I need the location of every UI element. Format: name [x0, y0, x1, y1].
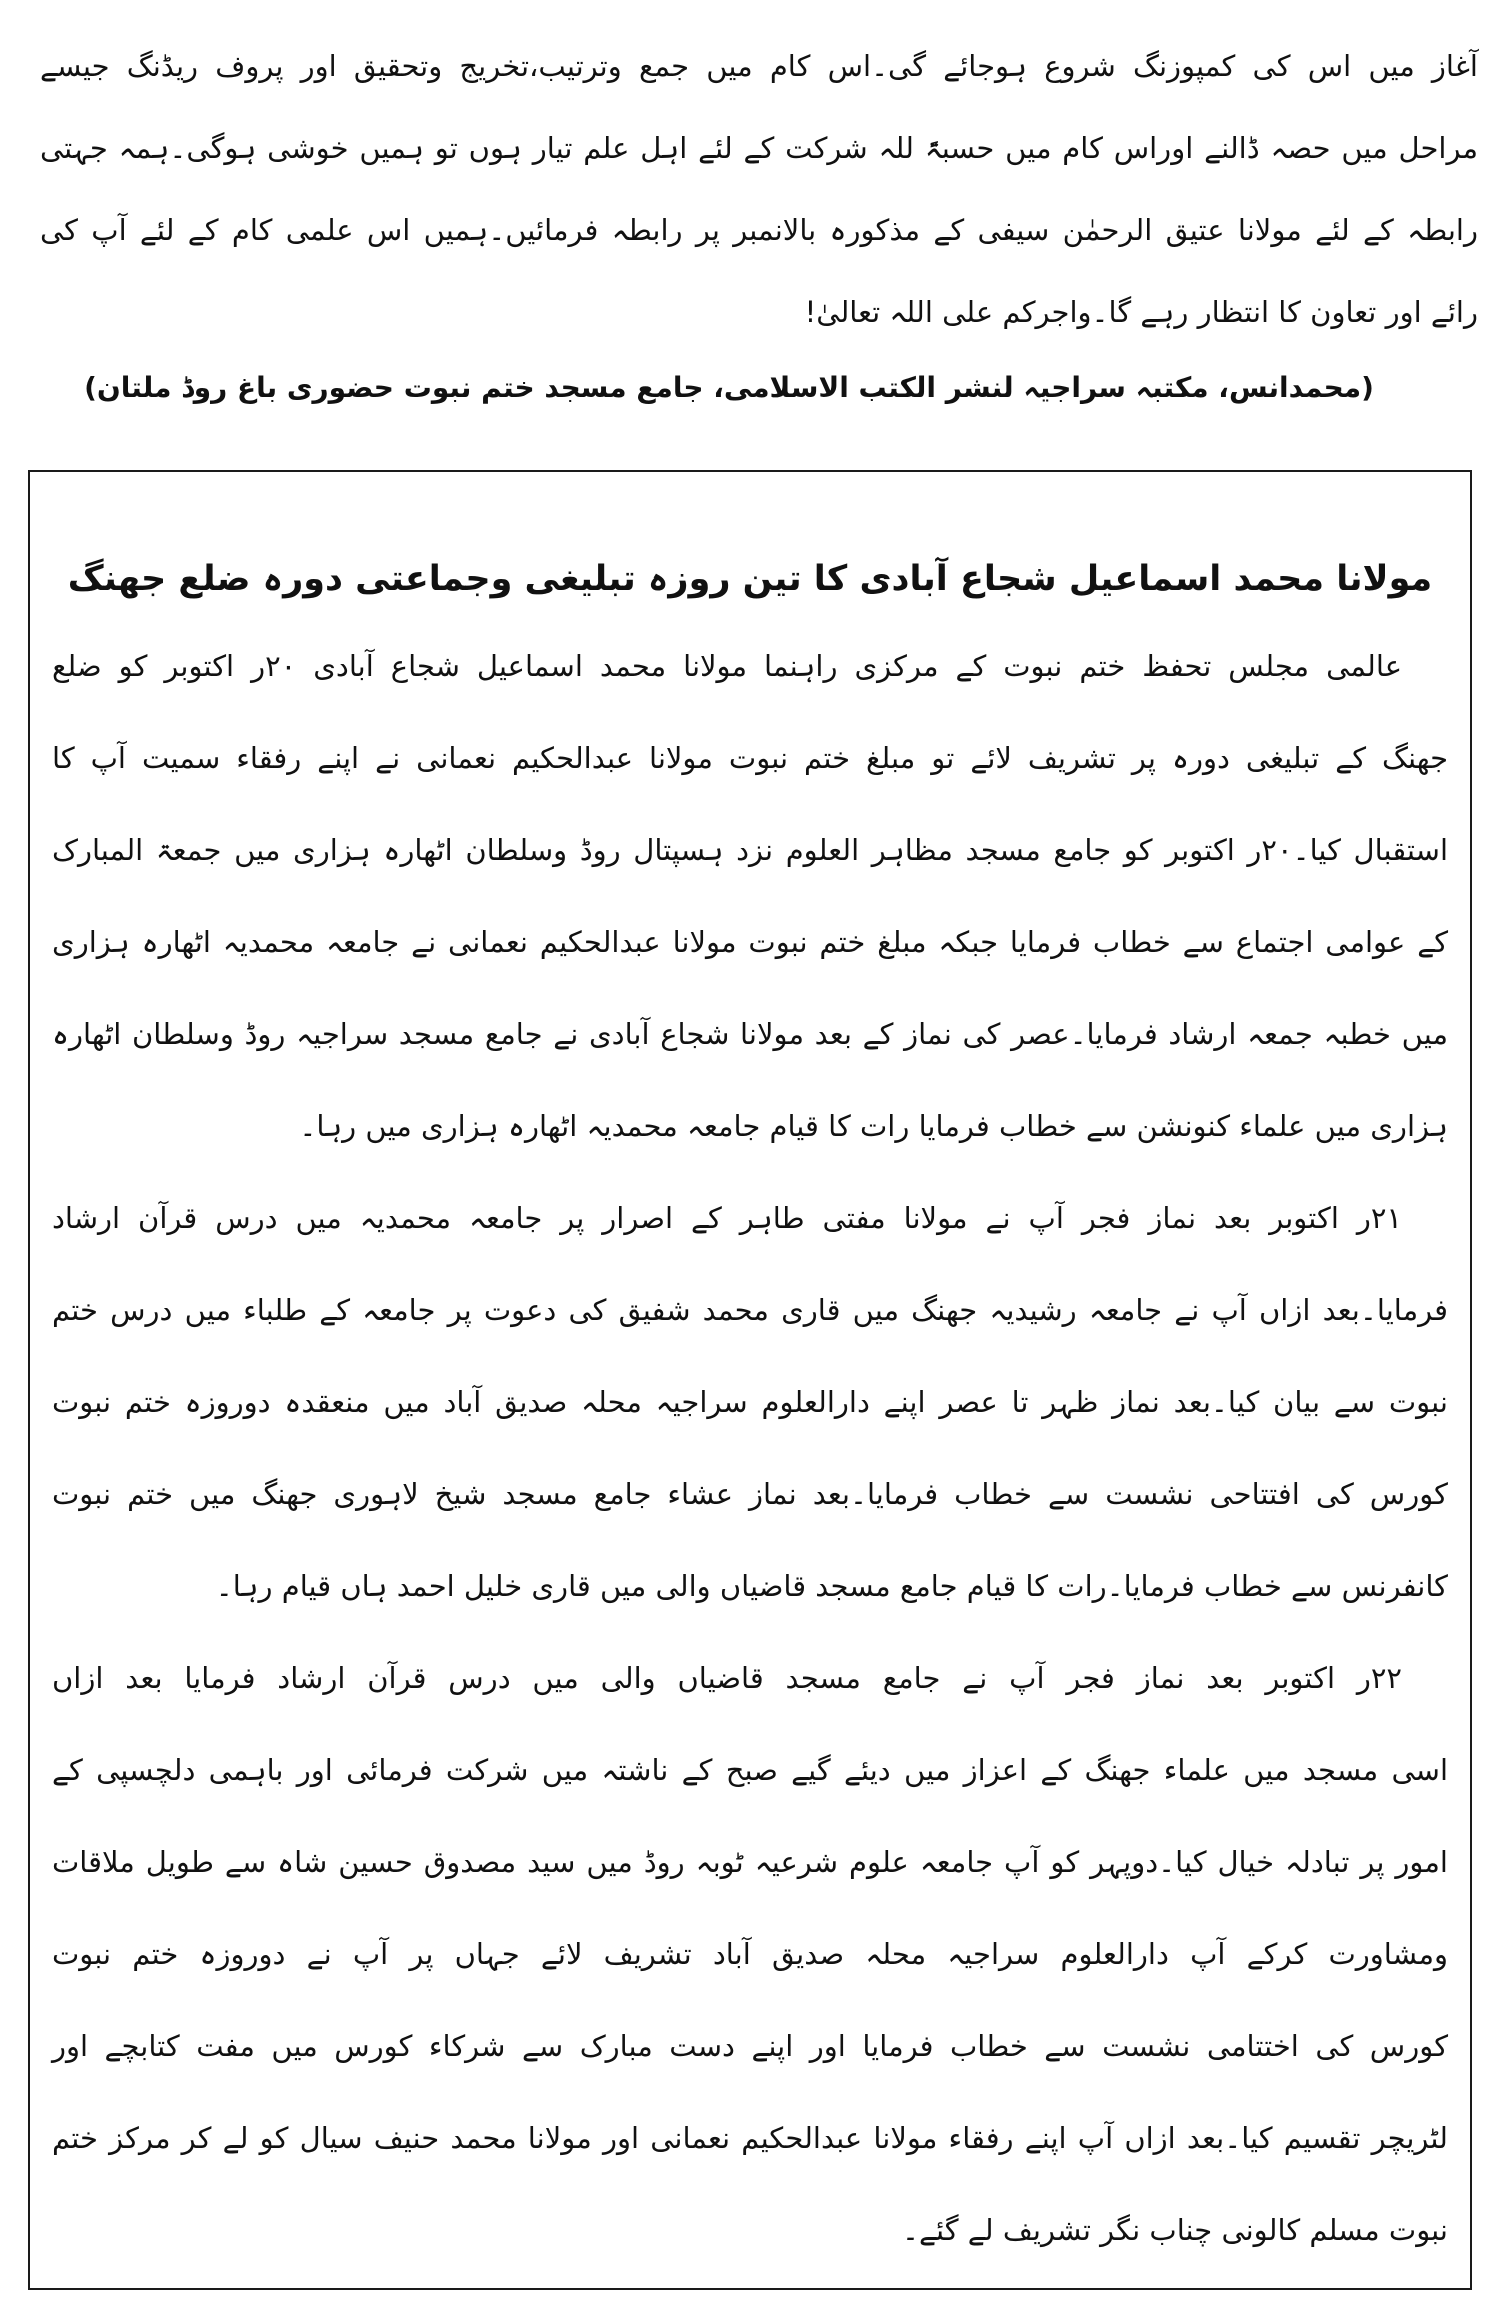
paragraph-line: ۲۱ر اکتوبر بعد نماز فجر آپ نے مولانا مفتی طاہر کے اصرار پر جامعہ محمدیہ میں درس قرآن ارشاد — [52, 1201, 1402, 1235]
paragraph-line: امور پر تبادلہ خیال کیا۔دوپہر کو آپ جامعہ علوم شرعیہ ٹوبہ روڈ میں سید مصدوق حسین شاہ سے طویل ملاقات — [52, 1845, 1448, 1879]
paragraph — [52, 1172, 1448, 1632]
paragraph-line: کورس کی اختتامی نشست سے خطاب فرمایا اور اپنے دست مبارک سے شرکاء کورس میں مفت کتابچے اور — [52, 2029, 1448, 2063]
article-title: مولانا محمد اسماعیل شجاع آبادی کا تین روزہ تبلیغی وجماعتی دورہ ضلع جھنگ — [67, 559, 1433, 599]
intro-line: رابطہ کے لئے مولانا عتیق الرحمٰن سیفی کے مذکورہ بالانمبر پر رابطہ فرمائیں۔ہمیں اس علمی کام کے لئے آپ کی — [40, 213, 1478, 247]
paragraph-line: ہزاری میں علماء کنونشن سے خطاب فرمایا رات کا قیام جامعہ محمدیہ اٹھارہ ہزاری میں رہا۔ — [299, 1109, 1448, 1143]
paragraph-line: نبوت سے بیان کیا۔بعد نماز ظہر تا عصر اپنے دارالعلوم سراجیہ محلہ صدیق آباد میں منعقدہ دوروزہ ختم نبوت — [52, 1385, 1448, 1419]
intro-text-block — [40, 25, 1478, 423]
paragraph-line: اسی مسجد میں علماء جھنگ کے اعزاز میں دیئے گیے صبح کے ناشتہ میں شرکت فرمائی اور باہمی دلچسپی کے — [52, 1753, 1448, 1787]
paragraph-line: نبوت مسلم کالونی چناب نگر تشریف لے گئے۔ — [902, 2213, 1448, 2247]
intro-line: رائے اور تعاون کا انتظار رہے گا۔واجرکم علی اللہ تعالیٰ! — [804, 295, 1478, 329]
paragraph-line: کانفرنس سے خطاب فرمایا۔رات کا قیام جامع مسجد قاضیاں والی میں قاری خلیل احمد ہاں قیام رہا۔ — [215, 1569, 1448, 1603]
paragraph — [52, 1632, 1448, 2276]
attribution: (محمدانس، مکتبہ سراجیہ لنشر الکتب الاسلامی، جامع مسجد ختم نبوت حضوری باغ روڈ ملتان) — [84, 371, 1374, 404]
paragraph — [52, 620, 1448, 1172]
paragraph-line: فرمایا۔بعد ازاں آپ نے جامعہ رشیدیہ جھنگ میں قاری محمد شفیق کی دعوت پر جامعہ کے طلباء میں درس ختم — [52, 1293, 1448, 1327]
paragraph-line: میں خطبہ جمعہ ارشاد فرمایا۔عصر کی نماز کے بعد مولانا شجاع آبادی نے جامع مسجد سراجیہ روڈ وسلطان اٹھارہ — [52, 1017, 1448, 1051]
paragraph-line: لٹریچر تقسیم کیا۔بعد ازاں آپ اپنے رفقاء مولانا عبدالحکیم نعمانی اور مولانا محمد حنیف سیال کو لے کر مرکز ختم — [52, 2121, 1448, 2155]
paragraph-line: ومشاورت کرکے آپ دارالعلوم سراجیہ محلہ صدیق آباد تشریف لائے جہاں پر آپ نے دوروزہ ختم نبوت — [52, 1937, 1448, 1971]
paragraph-line: کورس کی افتتاحی نشست سے خطاب فرمایا۔بعد نماز عشاء جامع مسجد شیخ لاہوری جھنگ میں ختم نبوت — [52, 1477, 1448, 1511]
paragraph-line: جھنگ کے تبلیغی دورہ پر تشریف لائے تو مبلغ ختم نبوت مولانا عبدالحکیم نعمانی نے اپنے رفقاء سمیت آپ کا — [52, 741, 1448, 775]
paragraph-line: عالمی مجلس تحفظ ختم نبوت کے مرکزی راہنما مولانا محمد اسماعیل شجاع آبادی ۲۰ر اکتوبر کو ضلع — [52, 649, 1402, 683]
paragraph-line: استقبال کیا۔۲۰ر اکتوبر کو جامع مسجد مظاہر العلوم نزد ہسپتال روڈ وسلطان اٹھارہ ہزاری میں جمعۃ المبارک — [52, 833, 1448, 867]
article-box — [28, 470, 1472, 2290]
paragraph-line: کے عوامی اجتماع سے خطاب فرمایا جبکہ مبلغ ختم نبوت مولانا عبدالحکیم نعمانی نے جامعہ محمدیہ اٹھارہ ہزاری — [52, 925, 1448, 959]
intro-line: مراحل میں حصہ ڈالنے اوراس کام میں حسبۃً للہ شرکت کے لئے اہل علم تیار ہوں تو ہمیں خوشی ہوگی۔ہمہ جہتی — [40, 131, 1478, 165]
intro-line: آغاز میں اس کی کمپوزنگ شروع ہوجائے گی۔اس کام میں جمع وترتیب،تخریج وتحقیق اور پروف ریڈنگ جیسے — [40, 49, 1478, 83]
paragraph-line: ۲۲ر اکتوبر بعد نماز فجر آپ نے جامع مسجد قاضیاں والی میں درس قرآن ارشاد فرمایا بعد ازاں — [52, 1661, 1402, 1695]
